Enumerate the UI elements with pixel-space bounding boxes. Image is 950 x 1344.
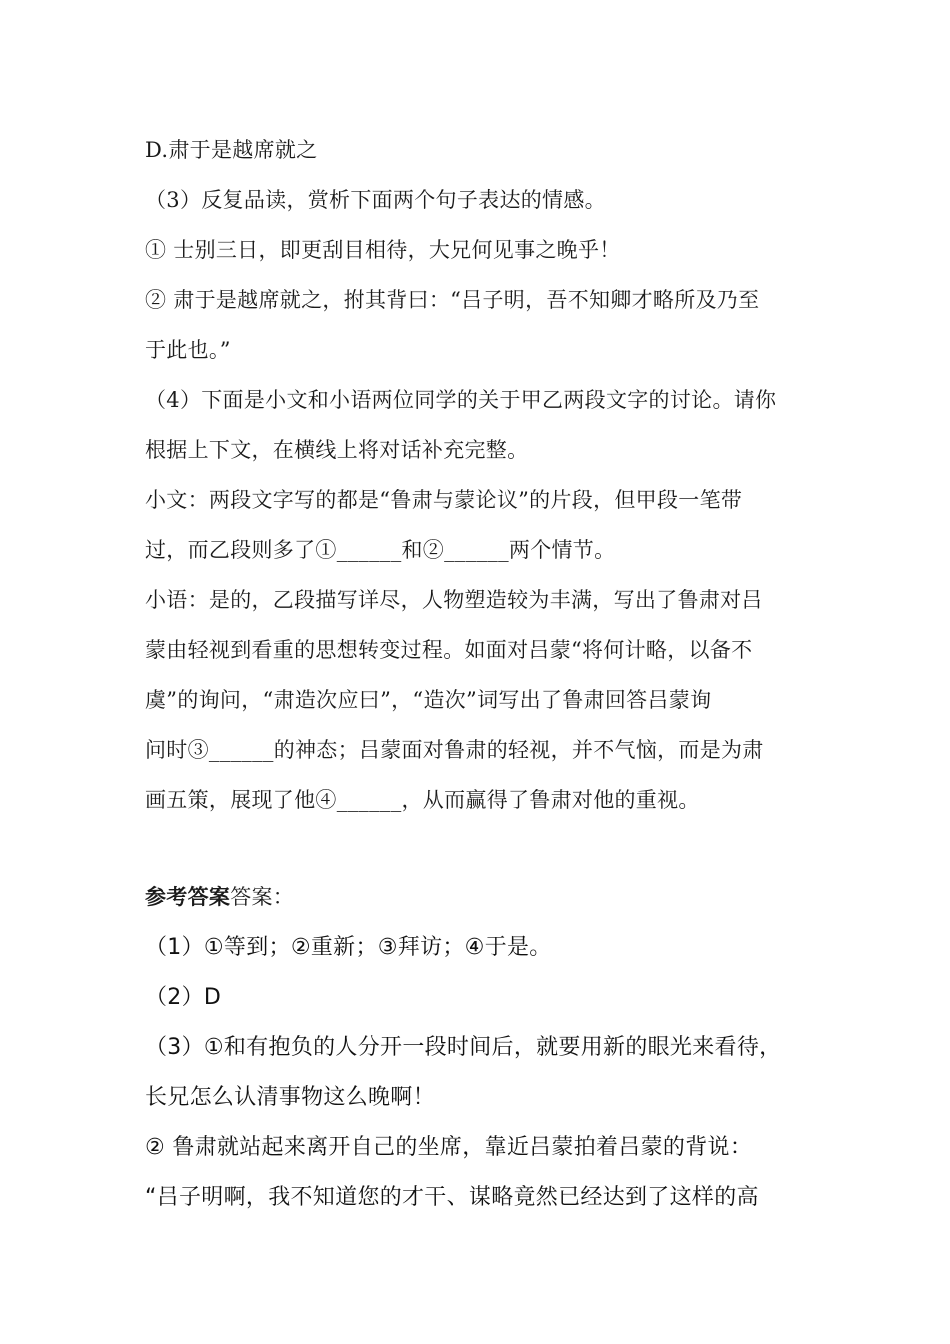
xiaowen-line-2: 过，而乙段则多了①______和②______两个情节。: [145, 538, 616, 562]
question-4-prompt-line-2: 根据上下文，在横线上将对话补充完整。: [145, 438, 529, 462]
answer-3-line-1: （3）①和有抱负的人分开一段时间后，就要用新的眼光来看待，: [145, 1035, 782, 1060]
answer-heading-rest: 答案：: [230, 885, 295, 909]
answer-3-line-3: ② 鲁肃就站起来离开自己的坐席，靠近吕蒙拍着吕蒙的背说：: [145, 1135, 753, 1160]
answer-heading: [145, 884, 825, 910]
question-3-sentence-2-line-1: ② 肃于是越席就之，拊其背曰：“吕子明，吾不知卿才略所及乃至: [145, 288, 760, 312]
xiaoyu-line-3: 虞”的询问，“肃造次应曰”，“造次”词写出了鲁肃回答吕蒙询: [145, 688, 712, 712]
question-4-prompt-line-1: （4）下面是小文和小语两位同学的关于甲乙两段文字的讨论。请你: [145, 388, 777, 412]
option-d: D.肃于是越席就之: [145, 138, 318, 162]
answer-3-line-4: “吕子明啊，我不知道您的才干、谋略竟然已经达到了这样的高: [145, 1185, 759, 1210]
xiaoyu-line-2: 蒙由轻视到看重的思想转变过程。如面对吕蒙“将何计略，以备不: [145, 638, 753, 662]
answer-3-line-2: 长兄怎么认清事物这么晚啊！: [145, 1085, 435, 1110]
answer-heading-bold: 参考答案: [145, 885, 231, 909]
question-3-sentence-1: ① 士别三日，即更刮目相待，大兄何见事之晚乎！: [145, 238, 621, 262]
answer-2: （2）D: [145, 985, 222, 1010]
xiaoyu-line-5: 画五策，展现了他④______，从而赢得了鲁肃对他的重视。: [145, 788, 700, 812]
question-3-sentence-2-line-2: 于此也。”: [145, 338, 231, 362]
question-3-prompt: （3）反复品读，赏析下面两个句子表达的情感。: [145, 188, 606, 212]
answer-1: （1）①等到；②重新；③拜访；④于是。: [145, 935, 552, 960]
xiaoyu-line-4: 问时③______的神态；吕蒙面对鲁肃的轻视，并不气恼，而是为肃: [145, 738, 764, 762]
xiaoyu-line-1: 小语：是的，乙段描写详尽，人物塑造较为丰满，写出了鲁肃对吕: [145, 588, 763, 612]
xiaowen-line-1: 小文：两段文字写的都是“鲁肃与蒙论议”的片段，但甲段一笔带: [145, 488, 743, 512]
